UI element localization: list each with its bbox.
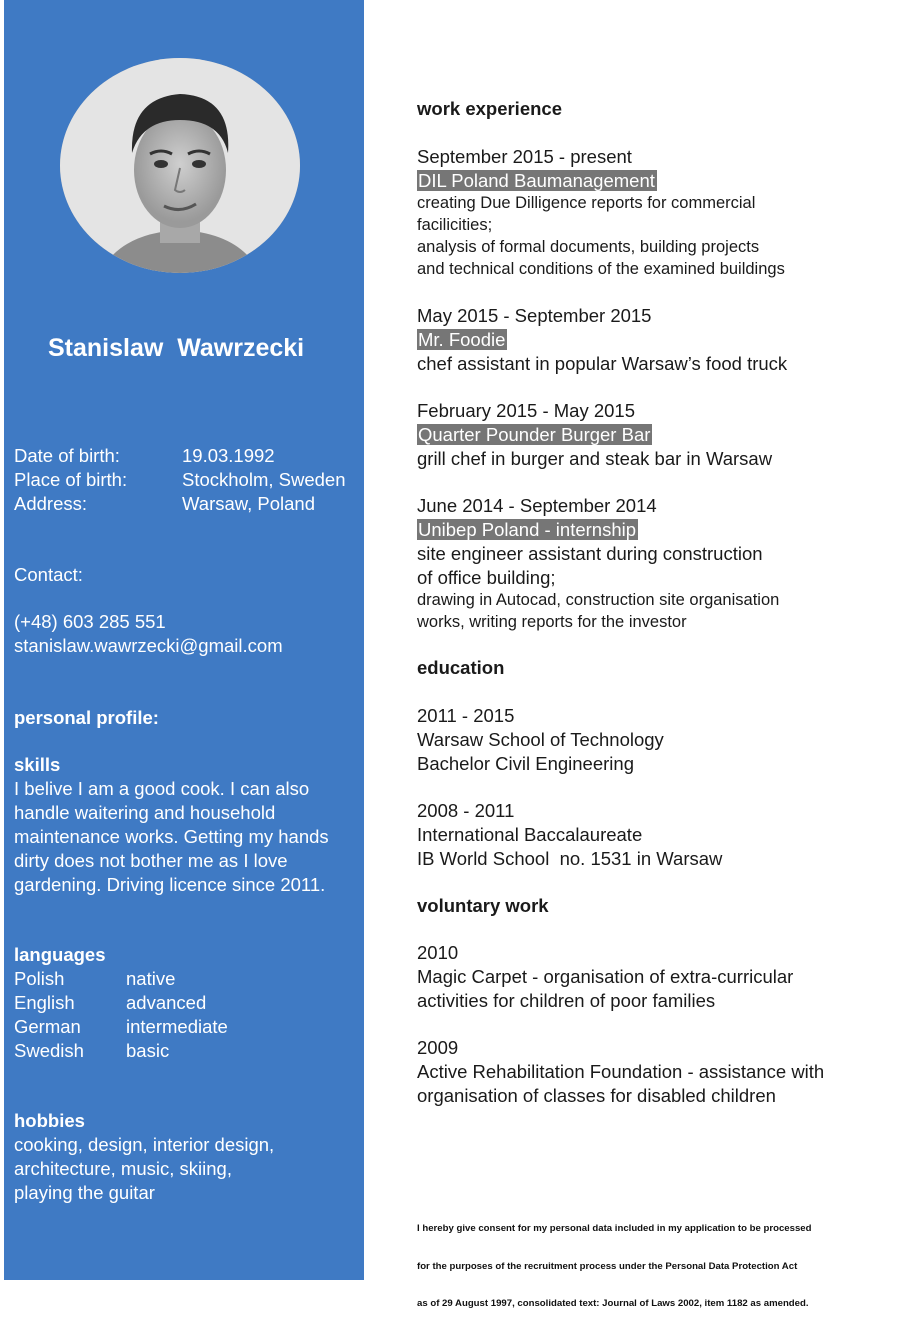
job-period: September 2015 - present (417, 146, 632, 167)
job-company: DIL Poland Baumanagement (418, 170, 655, 191)
sidebar (4, 0, 364, 1280)
job-description: site engineer assistant during construction (417, 543, 763, 564)
education-line: Warsaw School of Technology (417, 729, 664, 750)
voluntary-period: 2009 (417, 1037, 459, 1058)
skills-line: maintenance works. Getting my hands (14, 826, 329, 847)
consent-line: for the purposes of the recruitment process under the Personal Data Protection Act (417, 1260, 798, 1272)
education-line: Bachelor Civil Engineering (417, 753, 634, 774)
detail-label: Place of birth: (14, 469, 128, 490)
detail-label: Address: (14, 493, 88, 514)
job-description: analysis of formal documents, building projects (417, 238, 760, 256)
language-level: intermediate (126, 1016, 228, 1037)
consent-line: as of 29 August 1997, consolidated text: Journal of Laws 2002, item 1182 as amended. (417, 1298, 809, 1309)
education-period: 2011 - 2015 (417, 705, 515, 726)
voluntary-work-heading: voluntary work (417, 895, 549, 916)
voluntary-line: activities for children of poor families (417, 990, 716, 1011)
language-level: native (126, 968, 176, 989)
job-description: creating Due Dilligence reports for commercial (417, 194, 756, 212)
education-line: International Baccalaureate (417, 824, 643, 845)
job-description: of office building; (417, 567, 556, 588)
language-name: Polish (14, 968, 65, 989)
hobbies-line: architecture, music, skiing, (14, 1158, 232, 1179)
skills-line: I belive I am a good cook. I can also (14, 778, 310, 799)
language-name: Swedish (14, 1040, 84, 1061)
contact-label: Contact: (14, 564, 83, 585)
language-level: basic (126, 1040, 170, 1061)
skills-line: gardening. Driving licence since 2011. (14, 874, 326, 895)
education-line: IB World School no. 1531 in Warsaw (417, 848, 723, 869)
profile-photo (60, 58, 300, 273)
email-address: stanislaw.wawrzecki@gmail.com (14, 635, 283, 656)
job-description: grill chef in burger and steak bar in Warsaw (417, 448, 773, 469)
education-heading: education (417, 657, 505, 678)
hobbies-line: playing the guitar (14, 1182, 155, 1203)
consent-clause (417, 1198, 812, 1323)
voluntary-period: 2010 (417, 942, 459, 963)
hobbies-heading: hobbies (14, 1110, 85, 1131)
voluntary-line: Magic Carpet - organisation of extra-curricular (417, 966, 794, 987)
hobbies-line: cooking, design, interior design, (14, 1134, 275, 1155)
skills-line: handle waitering and household (14, 802, 276, 823)
skills-heading: skills (14, 754, 61, 775)
languages-heading: languages (14, 944, 106, 965)
detail-value: Stockholm, Sweden (182, 469, 346, 490)
job-description: works, writing reports for the investor (417, 613, 687, 631)
voluntary-line: Active Rehabilitation Foundation - assistance with (417, 1061, 825, 1082)
job-description: facilicities; (417, 216, 493, 234)
job-period: June 2014 - September 2014 (417, 495, 657, 516)
detail-value: Warsaw, Poland (182, 493, 315, 514)
job-description: chef assistant in popular Warsaw’s food truck (417, 353, 788, 374)
consent-line: I hereby give consent for my personal data included in my application to be processed (417, 1223, 812, 1234)
job-description: and technical conditions of the examined buildings (417, 260, 785, 278)
job-company: Quarter Pounder Burger Bar (418, 424, 651, 445)
detail-label: Date of birth: (14, 445, 120, 466)
job-description: drawing in Autocad, construction site organisation (417, 591, 780, 609)
profile-heading: personal profile: (14, 707, 159, 728)
job-period: February 2015 - May 2015 (417, 400, 636, 421)
job-company: Mr. Foodie (418, 329, 506, 350)
portrait-image (60, 58, 300, 273)
voluntary-line: organisation of classes for disabled children (417, 1085, 776, 1106)
skills-line: dirty does not bother me as I love (14, 850, 288, 871)
language-name: German (14, 1016, 81, 1037)
education-period: 2008 - 2011 (417, 800, 515, 821)
job-period: May 2015 - September 2015 (417, 305, 652, 326)
phone-number: (+48) 603 285 551 (14, 611, 166, 632)
candidate-name: Stanislaw Wawrzecki (48, 334, 305, 362)
job-company: Unibep Poland - internship (418, 519, 637, 540)
work-experience-heading: work experience (417, 98, 562, 119)
language-name: English (14, 992, 75, 1013)
detail-value: 19.03.1992 (182, 445, 275, 466)
language-level: advanced (126, 992, 207, 1013)
